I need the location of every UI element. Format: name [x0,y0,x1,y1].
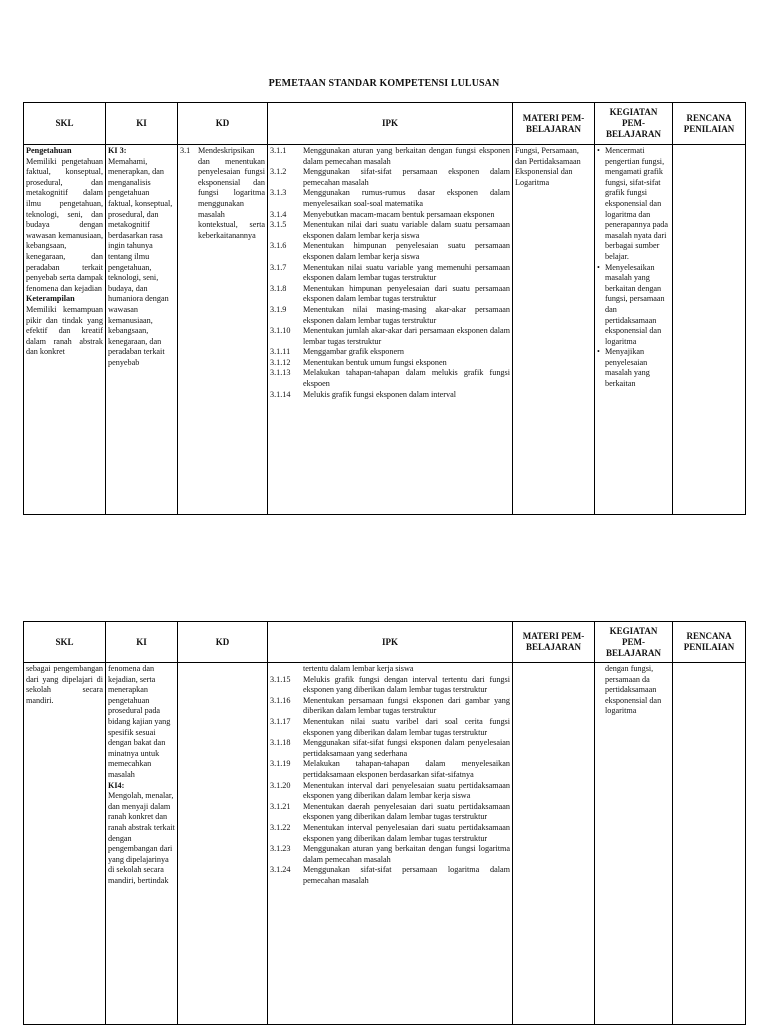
ipk-number: 3.1.16 [270,695,291,705]
ipk-item [270,210,510,221]
ipk-text: Menentukan himpunan penyelesaian suatu persamaan eksponen dalam lembar kerja siswa [303,241,510,261]
header-skl: SKL [24,103,106,145]
ipk-text: Menentukan nilai suatu variable yang memenuhi persamaan eksponen dalam lembar tugas terstruktur [303,262,510,283]
header-ki: KI [106,622,178,663]
ipk-number: 3.1.1 [270,146,287,155]
header-kegiatan: KEGIATAN PEM- BELAJARAN [595,103,673,145]
ipk-number: 3.1.23 [270,844,291,854]
ipk-number: 3.1.22 [270,822,291,832]
ipk-text: Menentukan nilai suatu varibel dari soal cerita fungsi eksponen yang diberikan dalam lembar tugas terstruktur [303,716,510,737]
kd-cell [178,145,268,515]
ipk-text: Menggunakan sifat-sifat fungsi eksponen dalam penyelesaian pertidaksamaan yang sederhana [303,738,510,758]
ipk-number: 3.1.15 [270,674,291,684]
ipk-number: 3.1.21 [270,801,291,811]
ipk-text: Menentukan jumlah akar-akar dari persamaan eksponen dalam lembar tugas terstruktur [303,326,510,346]
ipk-text: Melakukan tahapan-tahapan dalam melukis grafik fungsi ekspoen [303,368,510,389]
mapping-table-1 [23,102,746,515]
header-kegiatan: KEGIATAN PEM- BELAJARAN [595,622,673,663]
ipk-item [270,844,510,865]
ipk-number: 3.1.14 [270,389,291,399]
kegiatan-cell [595,145,673,515]
ipk-item [270,368,510,389]
header-ipk: IPK [268,103,513,145]
ki-text: fenomena dan kejadian, serta menerapkan pengetahuan prosedural pada bidang kajian yang spesifik sesuai dengan bakat dan minatnya untuk memecahkan masalah [108,664,171,779]
header-skl: SKL [24,622,106,663]
ipk-number: 3.1.20 [270,780,291,790]
kegiatan-item: • Menyajikan penyelesaian masalah yang berkaitan [605,347,670,389]
ipk-text: Menggunakan sifat-sifat persamaan eksponen dalam pemecahan masalah [303,167,510,187]
ipk-text: Menentukan interval dari penyelesaian suatu pertidaksamaan eksponen yang diberikan dalam lembar kerja siswa [303,780,510,801]
ki-cell [106,145,178,515]
ki-text: Mengolah, menalar, dan menyaji dalam ranah konkret dan ranah abstrak terkait dengan pengembangan dari yang dipelajarinya di sekolah secara mandiri, bertindak [108,791,175,885]
ipk-text: Menentukan daerah penyelesaian dari suatu pertidaksamaan eksponen yang diberikan dalam lembar tugas terstruktur [303,801,510,822]
materi-cell [513,663,595,1025]
ipk-continued-text: tertentu dalam lembar kerja siswa [303,664,414,673]
ipk-text: Menentukan interval penyelesaian dari suatu pertidaksamaan eksponen yang diberikan dalam lembar tugas terstruktur [303,822,510,843]
ipk-item [270,220,510,241]
ipk-text: Menentukan nilai masing-masing akar-akar persamaan eksponen dalam lembar tugas terstruktur [303,304,510,325]
header-kd: KD [178,622,268,663]
ipk-text: Melukis grafik fungsi eksponen dalam interval [303,389,457,399]
ipk-number: 3.1.11 [270,347,291,357]
rencana-cell [673,145,746,515]
ipk-item [270,241,510,262]
materi-cell [513,145,595,515]
header-kd: KD [178,103,268,145]
ki-heading: KI4: [108,780,125,790]
table-row [24,663,746,1025]
ipk-item [270,305,510,326]
ipk-number: 3.1.7 [270,262,287,272]
ipk-number: 3.1.9 [270,304,287,314]
ipk-text: Menentukan nilai dari suatu variable dalam suatu persamaan eksponen dalam lembar kerja siswa [303,220,510,240]
ipk-text: Melakukan tahapan-tahapan dalam menyelesaikan pertidaksamaan eksponen berdasarkan sifat-sifatnya [303,759,510,779]
skl-text: sebagai pengembangan dari yang dipelajari di sekolah secara mandiri. [26,664,103,705]
skl-cell [24,663,106,1025]
ipk-item [270,781,510,802]
ipk-item [270,390,510,401]
kegiatan-continued-text: dengan fungsi, persamaan da pertidaksamaan eksponensial dan logaritma [605,664,662,716]
ipk-text: Melukis grafik fungsi dengan interval tertentu dari fungsi eksponen yang diberikan dalam lembar tugas terstruktur [303,674,510,695]
ipk-number: 3.1.13 [270,368,291,378]
kd-text: Mendeskripsikan dan menentukan penyelesaian fungsi eksponensial dan fungsi logaritma menggunakan masalah kontekstual, serta keberkaitanannya [198,146,265,240]
ipk-item [270,263,510,284]
ipk-item [270,696,510,717]
ipk-number: 3.1.2 [270,167,287,177]
skl-cell [24,145,106,515]
ipk-item [270,188,510,209]
ipk-text: Menggunakan aturan yang berkaitan dengan fungsi eksponen dalam pemecahan masalah [303,146,510,166]
materi-text: Fungsi, Persamaan, dan Pertidaksamaan Eksponensial dan Logaritma [515,146,581,187]
header-ipk: IPK [268,622,513,663]
header-ki: KI [106,103,178,145]
kd-cell [178,663,268,1025]
ipk-item [270,823,510,844]
ipk-item [270,347,510,358]
ipk-text: Menggunakan aturan yang berkaitan dengan fungsi logaritma dalam pemecahan masalah [303,844,510,864]
ipk-item [270,865,510,886]
ipk-number: 3.1.8 [270,283,287,293]
table-row [24,145,746,515]
mapping-table-2 [23,621,746,1025]
header-rencana: RENCANA PENILAIAN [673,103,746,145]
kegiatan-cell [595,663,673,1025]
ki-cell [106,663,178,1025]
ipk-cell [268,145,513,515]
ipk-item [270,675,510,696]
ipk-number: 3.1.12 [270,357,291,367]
page-title: PEMETAAN STANDAR KOMPETENSI LULUSAN [268,78,500,89]
kegiatan-item: • Mencermati pengertian fungsi, mengamati grafik fungsi, sifat-sifat grafik fungsi eksponensial dan logaritma dan penerapannya pada masalah nyata dari berbagai sumber belajar. [605,146,670,263]
ki-text: Memahami, menerapkan, dan menganalisis pengetahuan faktual, konseptual, prosedural, dan metakognitif berdasarkan rasa ingin tahunya tentang ilmu pengetahuan, teknologi, seni, budaya, dan humaniora dengan wawasan kemanusiaan, kebangsaan, kenegaraan, dan peradaban terkait penyebab [108,156,173,367]
ipk-number: 3.1.17 [270,716,291,726]
ipk-number: 3.1.4 [270,209,287,219]
ipk-number: 3.1.6 [270,241,287,251]
skl-text-keterampilan: Memiliki kemampuan pikir dan tindak yang efektif dan kreatif dalam ranah abstrak dan konkret [26,304,103,357]
kd-number: 3.1 [180,146,191,155]
ipk-text: Menentukan persamaan fungsi eksponen dari gambar yang diberikan dalam lembar tugas terstruktur [303,695,510,716]
ipk-cell [268,663,513,1025]
header-row [24,103,746,145]
header-materi: MATERI PEM- BELAJARAN [513,622,595,663]
ipk-item [270,358,510,369]
ipk-item [270,738,510,759]
ipk-item [270,167,510,188]
ipk-item [270,146,510,167]
ki-heading: KI 3: [108,146,127,155]
ipk-text: Menyebutkan macam-macam bentuk persamaan eksponen [303,209,495,219]
ipk-text: Menentukan bentuk umum fungsi eksponen [303,357,447,367]
ipk-number: 3.1.18 [270,738,291,748]
ipk-item [270,717,510,738]
skl-text-pengetahuan: Memiliki pengetahuan faktual, konseptual, prosedural, dan metakognitif dalam ilmu pengetahuan, teknologi, seni, dan budaya dengan wawasan kemanusiaan, kebangsaan, kenegaraan, dan peradaban terkait penyebab serta dampak fenomena dan kejadian [26,156,103,293]
header-rencana: RENCANA PENILAIAN [673,622,746,663]
ipk-number: 3.1.5 [270,220,287,230]
ipk-text: Menggambar grafik eksponern [303,347,404,357]
ipk-item [270,802,510,823]
ipk-number: 3.1.24 [270,865,291,875]
ipk-item [270,326,510,347]
header-row [24,622,746,663]
ipk-item [270,759,510,780]
kegiatan-item: • Menyelesaikan masalah yang berkaitan dengan fungsi, persamaan dan pertidaksamaan eksponensial dan logaritma [605,263,670,348]
ipk-number: 3.1.10 [270,326,291,336]
header-materi: MATERI PEM- BELAJARAN [513,103,595,145]
skl-heading-keterampilan: Keterampilan [26,294,75,304]
ipk-number: 3.1.19 [270,759,291,769]
ipk-text: Menggunakan rumus-rumus dasar eksponen dalam menyelesaikan soal-soal matematika [303,188,510,208]
rencana-cell [673,663,746,1025]
ipk-text: Menentukan himpunan penyelesaian dari suatu persamaan eksponen dalam lembar tugas terstruktur [303,283,510,304]
ipk-number: 3.1.3 [270,188,287,198]
skl-heading-pengetahuan: Pengetahuan [26,146,72,155]
ipk-item [270,284,510,305]
ipk-text: Menggunakan sifat-sifat persamaan logaritma dalam pemecahan masalah [303,865,510,885]
